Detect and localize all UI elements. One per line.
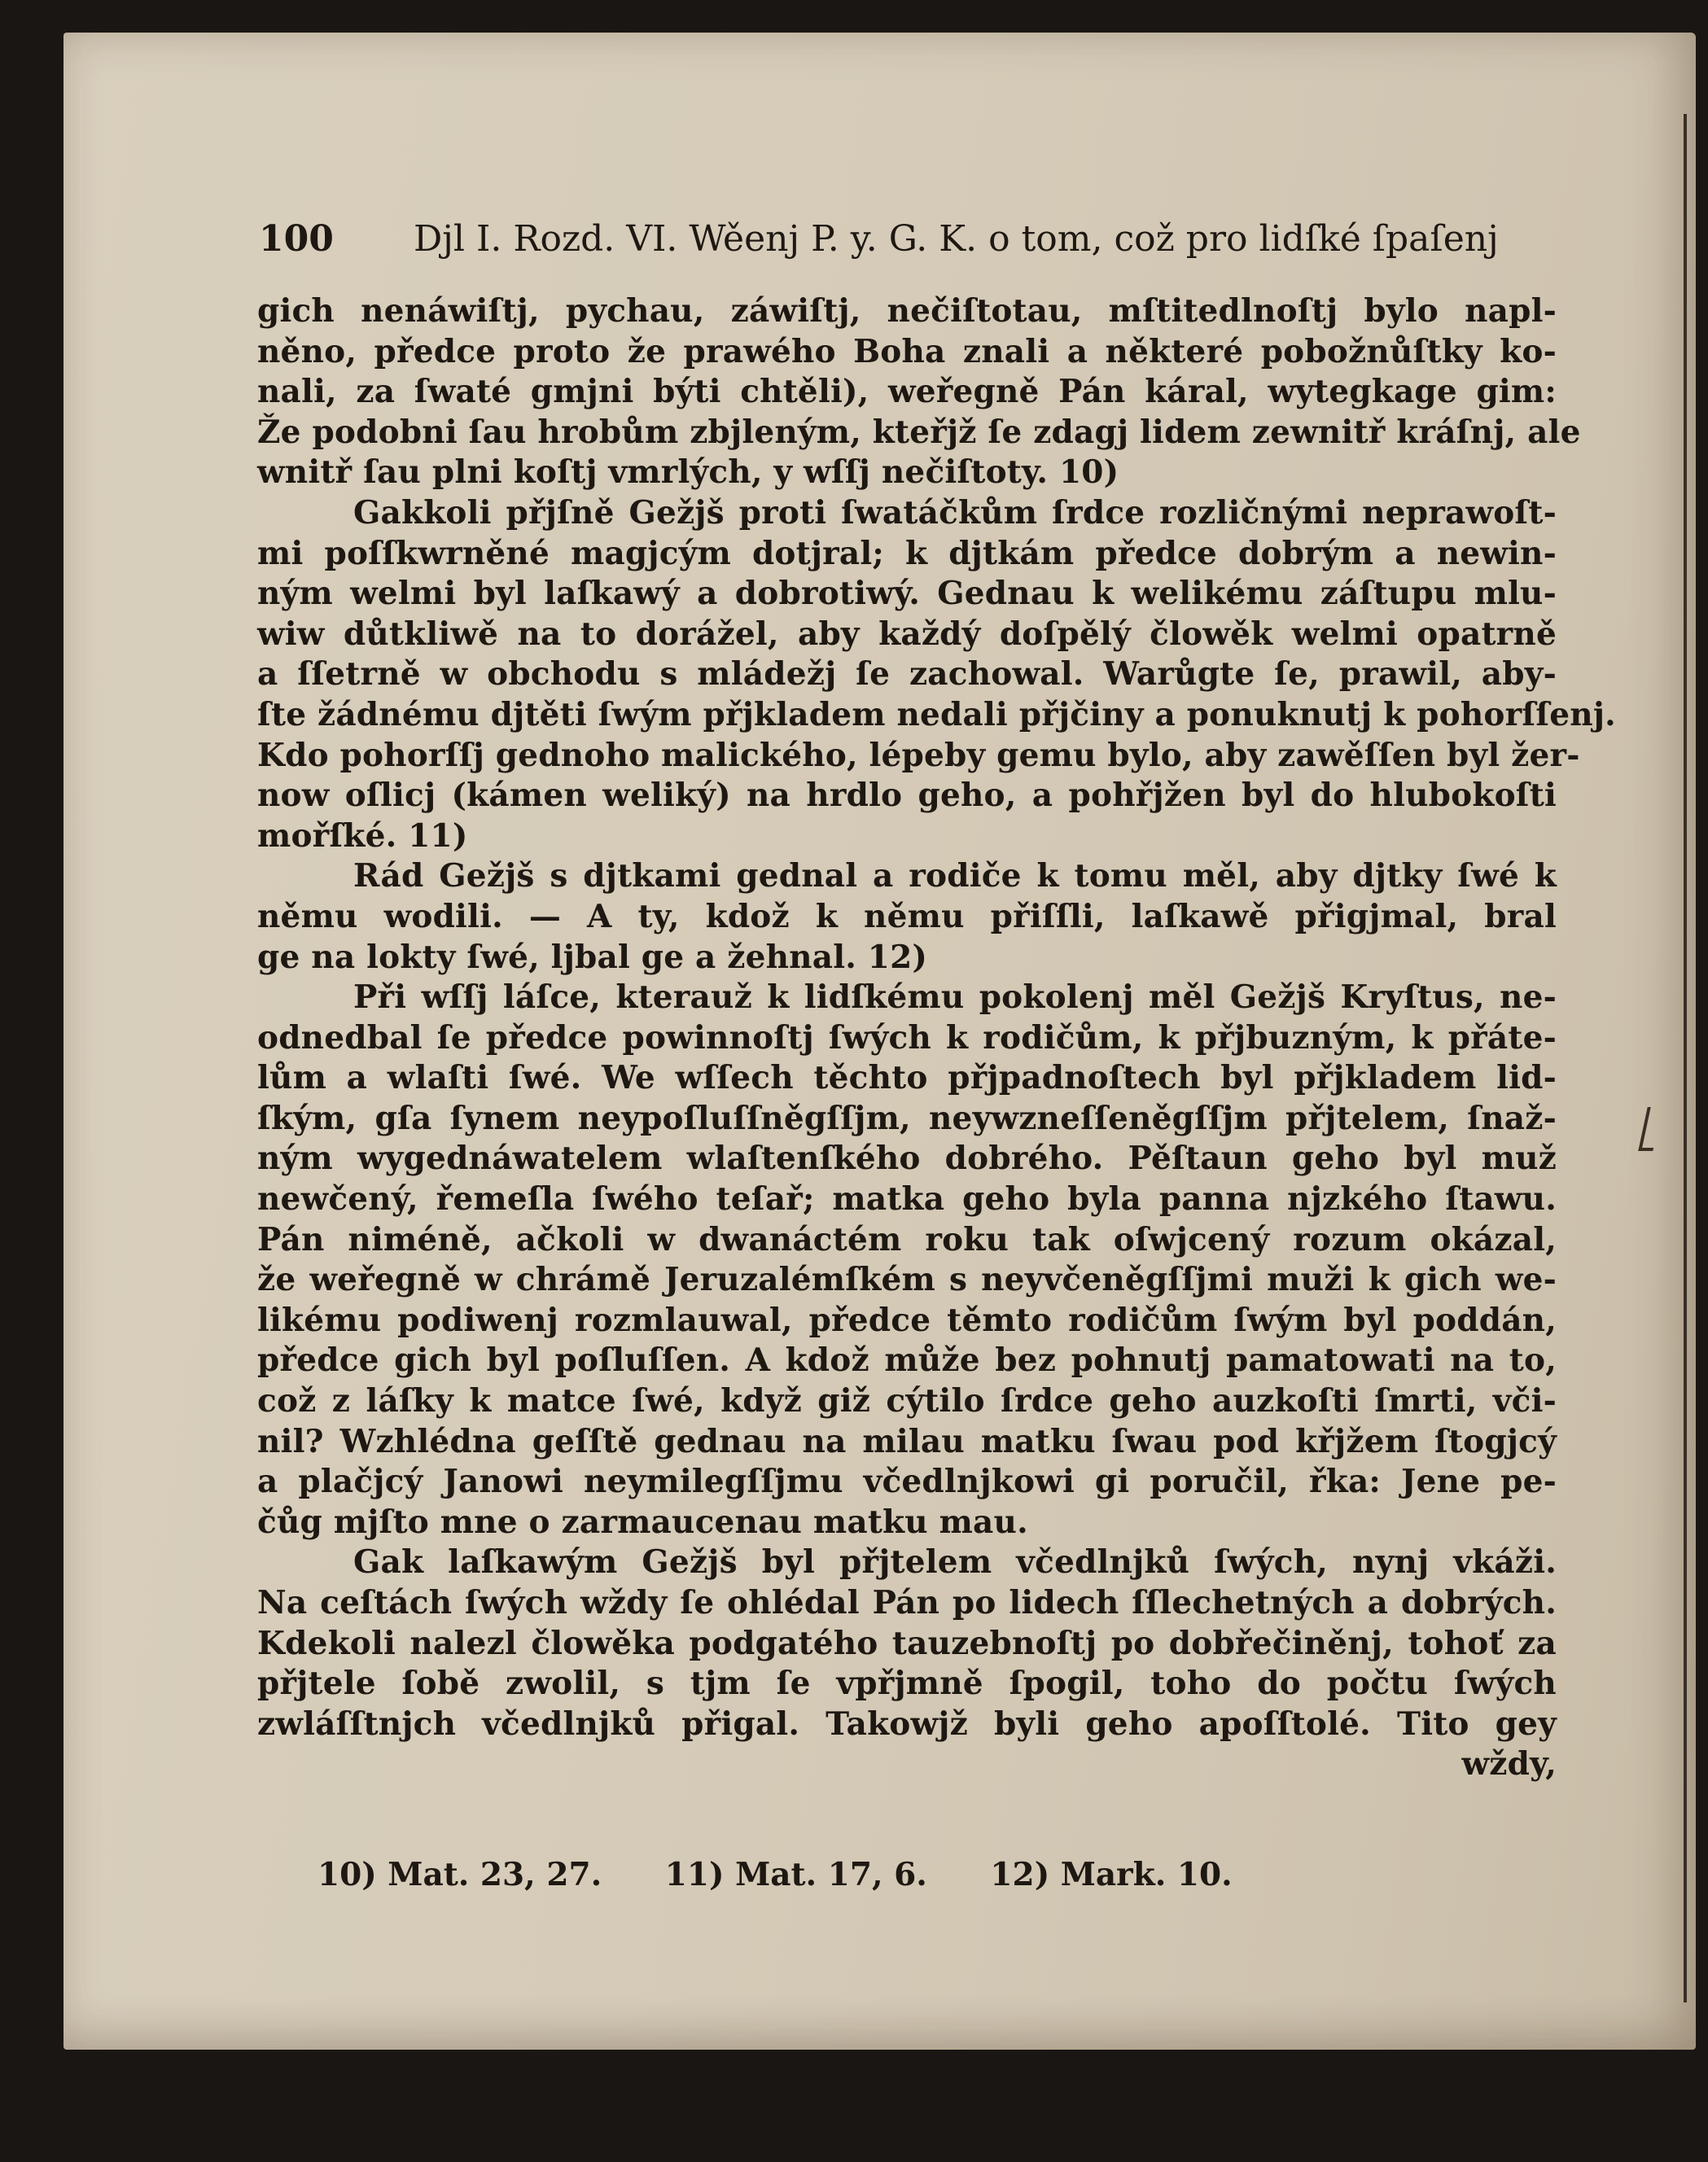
text-line: ſkým, gſa ſynem neypoſluſſněgſſjm, neywzneſſeněgſſjm přjtelem, ſnaž- <box>257 1099 1557 1137</box>
text-line: Kdekoli nalezl člowěka podgatého tauzebnoſtj po dobřečiněnj, tohoť za <box>257 1624 1557 1662</box>
text-line: přjtele ſobě zwolil, s tjm ſe vpřjmně ſpogil, toho do počtu ſwých <box>257 1665 1557 1703</box>
text-line: Gakkoli přjſně Gežjš proti ſwatáčkům ſrdce rozličnými neprawoſt- <box>353 493 1557 532</box>
page-edge <box>1684 114 1687 2002</box>
text-line: Gak laſkawým Gežjš byl přjtelem včedlnjků ſwých, nynj vkáži. <box>353 1543 1557 1582</box>
running-header <box>259 218 1561 260</box>
text-line: Rád Gežjš s djtkami gednal a rodiče k tomu měl, aby djtky ſwé k <box>353 857 1557 895</box>
text-line: newčený, řemeſla ſwého teſař; matka geho byla panna njzkého ſtawu. <box>257 1180 1557 1219</box>
text-line: wiw důtkliwě na to dorážel, aby každý doſpělý člowěk welmi opatrně <box>257 615 1557 653</box>
text-line: ným wygednáwatelem wlaſtenſkého dobrého. Pěſtaun geho byl muž <box>257 1140 1557 1178</box>
text-line: ným welmi byl laſkawý a dobrotiwý. Gednau k welikému záſtupu mlu- <box>257 575 1557 613</box>
text-line: Na ceſtách ſwých wždy ſe ohlédal Pán po lidech ſſlechetných a dobrých. <box>257 1584 1557 1622</box>
text-line: a ſſetrně w obchodu s mládežj ſe zachowal. Warůgte ſe, prawil, aby- <box>257 655 1557 694</box>
text-line: odnedbal ſe předce powinnoſtj ſwých k rodičům, k přjbuzným, k přáte- <box>257 1018 1557 1057</box>
text-line: Kdo pohorſſj gednoho malického, lépeby gemu bylo, aby zawěſſen byl žer- <box>257 736 1580 774</box>
text-line: a plačjcý Janowi neymilegſſjmu včedlnjkowi gi poručil, řka: Jene pe- <box>257 1463 1557 1501</box>
footnote: 12) Mark. 10. <box>990 1856 1233 1893</box>
text-line: němu wodili. — A ty, kdož k němu přiſſli, laſkawě přigjmal, bral <box>257 897 1557 935</box>
text-line: něno, předce proto že prawého Boha znali a některé pobožnůſtky ko- <box>257 332 1557 370</box>
text-line: lům a wlaſti ſwé. We wſſech těchto přjpadnoſtech byl přjkladem lid- <box>257 1059 1557 1097</box>
footnotes <box>318 1856 1285 1893</box>
running-head-title: Djl I. Rozd. VI. Wěenj P. y. G. K. o tom, což pro lidſké ſpaſenj <box>414 218 1499 260</box>
text-line: wždy, <box>1461 1745 1557 1783</box>
text-line: ge na lokty ſwé, ljbal ge a žehnal. 12) <box>257 938 928 976</box>
text-line: Že podobni ſau hrobům zbjleným, kteřjž ſe zdagj lidem zewnitř kráſnj, ale <box>257 413 1581 451</box>
text-line: Pán niméně, ačkoli w dwanáctém roku tak oſwjcený rozum okázal, <box>257 1220 1557 1258</box>
text-line: likému podiwenj rozmlauwal, předce těmto rodičům ſwým byl poddán, <box>257 1301 1557 1339</box>
text-line: mořſké. 11) <box>257 816 468 855</box>
text-line: nil? Wzhlédna geſſtě gednau na milau matku ſwau pod křjžem ſtogjcý <box>257 1422 1557 1460</box>
footnote: 10) Mat. 23, 27. <box>318 1856 602 1893</box>
text-line: Při wſſj láſce, kterauž k lidſkému pokolenj měl Gežjš Kryſtus, ne- <box>353 978 1557 1017</box>
footnote: 11) Mat. 17, 6. <box>664 1856 927 1893</box>
text-line: že weřegně w chrámě Jeruzalémſkém s neyvčeněgſſjmi muži k gich we- <box>257 1261 1557 1299</box>
text-line: zwláſſtnjch včedlnjků přigal. Takowjž byli geho apoſſtolé. Tito gey <box>257 1705 1557 1743</box>
text-line: mi poſſkwrněné magjcým dotjral; k djtkám předce dobrým a newin- <box>257 534 1557 572</box>
text-line: now oſlicj (kámen weliký) na hrdlo geho, a pohřjžen byl do hlubokoſti <box>257 777 1557 815</box>
text-line: wnitř ſau plni koſtj vmrlých, y wſſj nečiſtoty. 10) <box>257 453 1119 492</box>
text-line: předce gich byl poſluſſen. A kdož může bez pohnutj pamatowati na to, <box>257 1341 1557 1380</box>
body-text <box>257 291 1616 1785</box>
text-line: což z láſky k matce ſwé, když giž cýtilo ſrdce geho auzkoſti ſmrti, vči- <box>257 1382 1557 1420</box>
page-number: 100 <box>259 218 334 260</box>
text-line: gich nenáwiſtj, pychau, záwiſtj, nečiſtotau, mſtitedlnoſtj bylo napl- <box>257 292 1557 330</box>
text-line: čůg mjſto mne o zarmaucenau matku mau. <box>257 1503 1028 1541</box>
text-line: nali, za ſwaté gmjni býti chtěli), weřegně Pán káral, wytegkage gim: <box>257 373 1557 411</box>
text-line: ſte žádnému djtěti ſwým přjkladem nedali přjčiny a ponuknutj k pohorſſenj. <box>257 695 1616 733</box>
